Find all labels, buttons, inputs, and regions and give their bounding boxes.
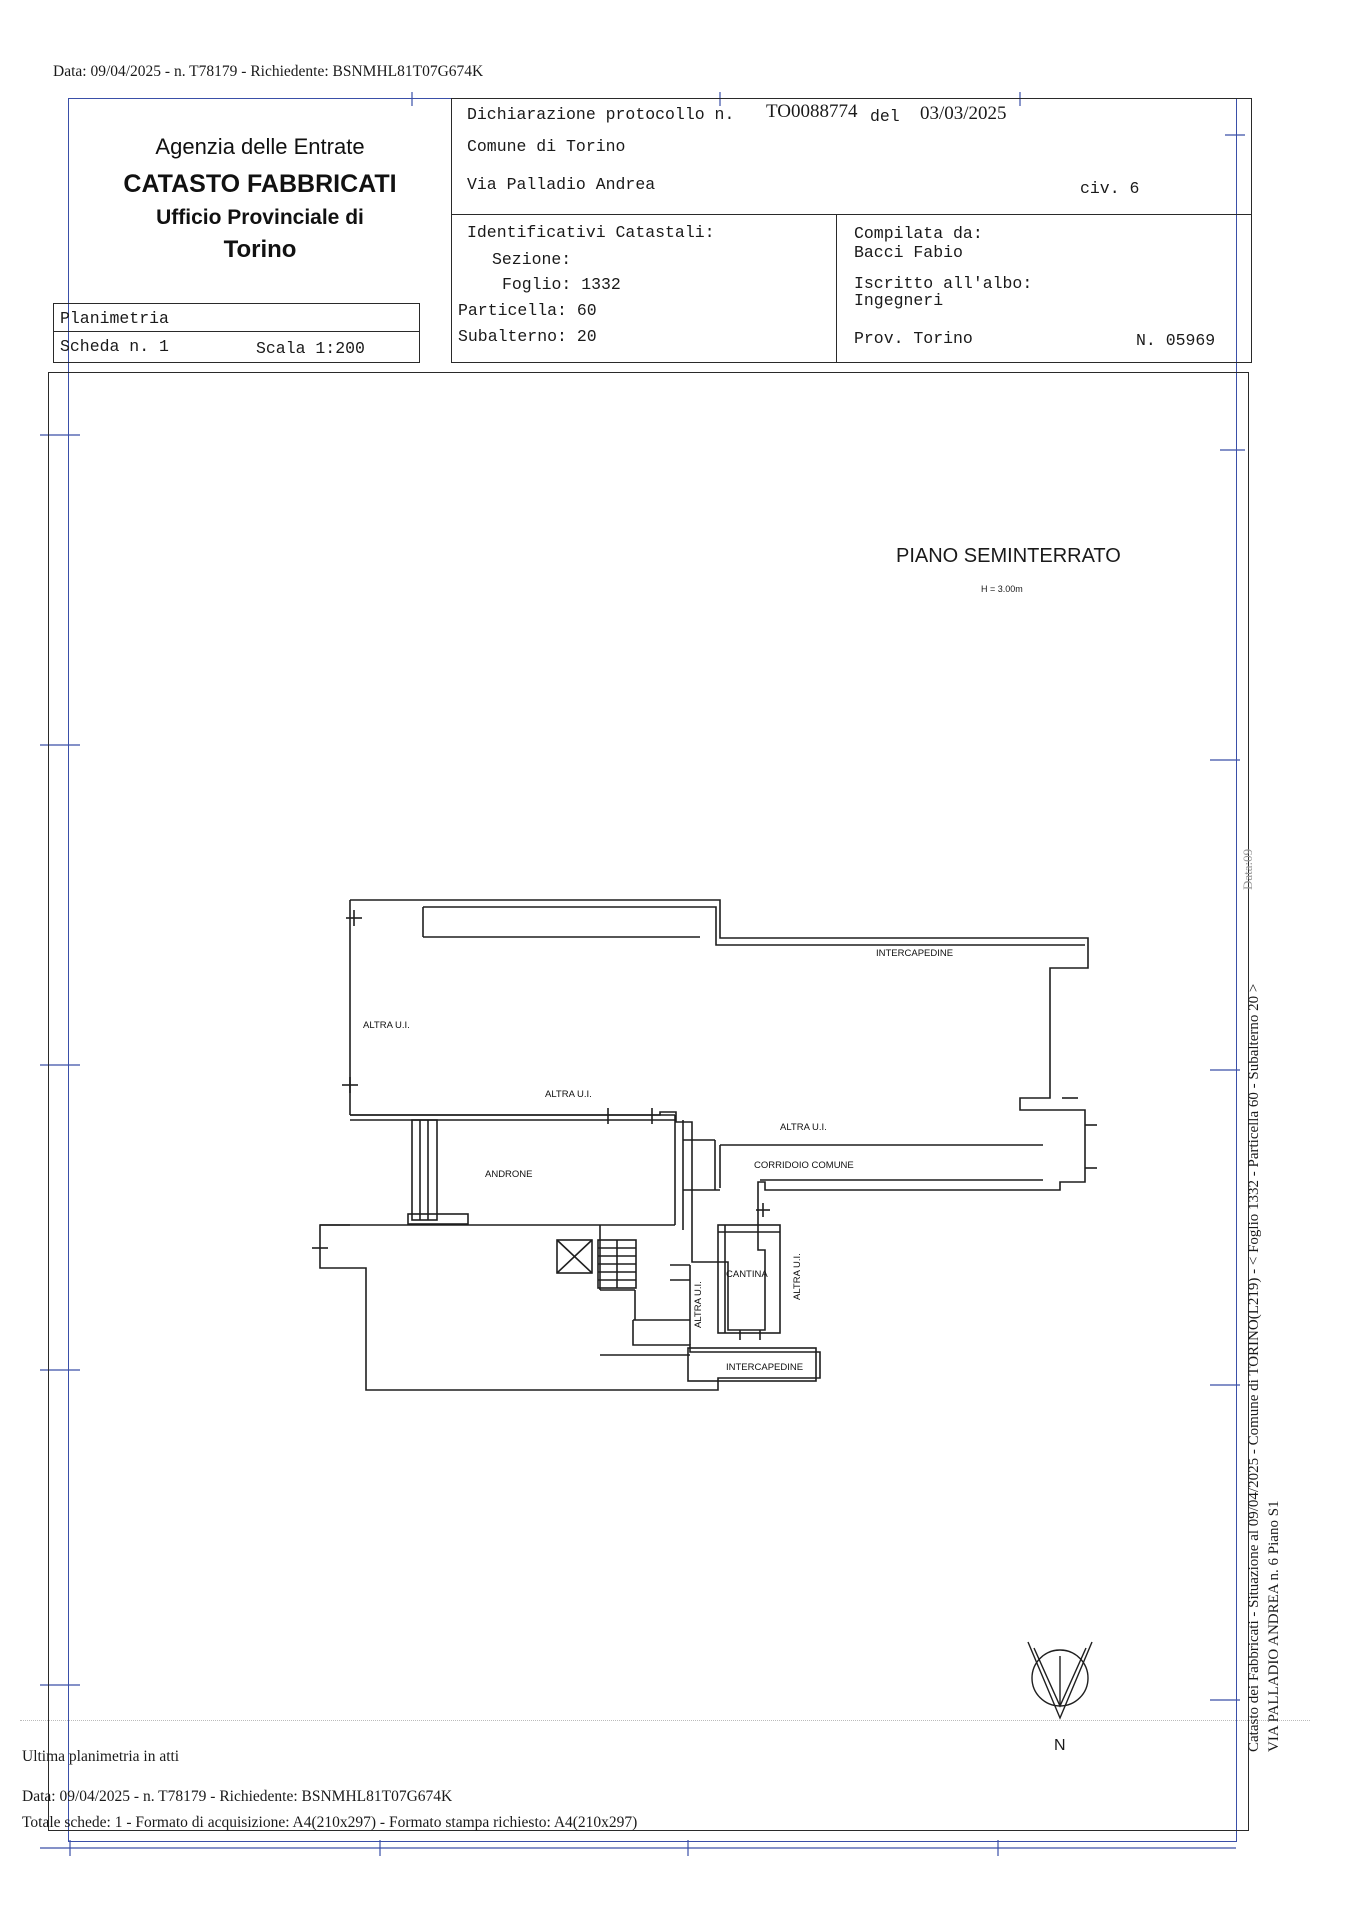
scheda-number: Scheda n. 1 [60, 337, 169, 356]
label-altra-ui-v1: ALTRA U.I. [693, 1281, 704, 1328]
protocol-label: Dichiarazione protocollo n. [467, 105, 735, 124]
protocol-del: del [870, 107, 900, 126]
prov: Prov. Torino [854, 329, 973, 348]
label-altra-ui-left: ALTRA U.I. [363, 1020, 410, 1031]
identificativi-title: Identificativi Catastali: [467, 223, 715, 242]
label-corridoio: CORRIDOIO COMUNE [754, 1160, 854, 1171]
north-arrow-icon [1020, 1636, 1100, 1736]
top-stamp: Data: 09/04/2025 - n. T78179 - Richiedente: BSNMHL81T07G674K [53, 63, 484, 80]
particella: Particella: 60 [458, 301, 597, 320]
floor-title: PIANO SEMINTERRATO [896, 545, 1121, 567]
comune: Comune di Torino [467, 137, 626, 156]
protocol-number: TO0088774 [766, 101, 858, 122]
footer-ultima: Ultima planimetria in atti [22, 1748, 180, 1765]
civic-number: civ. 6 [1080, 179, 1140, 198]
subalterno: Subalterno: 20 [458, 327, 597, 346]
registration-number: N. 05969 [1136, 331, 1216, 350]
footer-data-line: Data: 09/04/2025 - n. T78179 - Richiedente: BSNMHL81T07G674K [22, 1788, 453, 1805]
protocol-date: 03/03/2025 [920, 103, 1007, 124]
label-altra-ui-mid: ALTRA U.I. [545, 1089, 592, 1100]
albo-label: Iscritto all'albo: [854, 274, 1033, 293]
label-altra-ui-v2: ALTRA U.I. [792, 1253, 803, 1300]
side-address-line: VIA PALLADIO ANDREA n. 6 Piano S1 [1266, 1500, 1282, 1752]
footer-schede-line: Totale schede: 1 - Formato di acquisizione: A4(210x297) - Formato stampa richiesto: A4(210x297) [22, 1814, 638, 1831]
albo-value: Ingegneri [854, 291, 944, 310]
label-androne: ANDRONE [485, 1169, 533, 1180]
address: Via Palladio Andrea [467, 175, 656, 194]
floor-height: H = 3.00m [981, 584, 1023, 594]
north-label: N [1054, 1737, 1066, 1754]
faded-date: Data:09 [1240, 848, 1255, 890]
label-cantina: CANTINA [726, 1269, 768, 1280]
catasto-title: CATASTO FABBRICATI [123, 170, 397, 198]
side-situation-line: Catasto dei Fabbricati - Situazione al 09/04/2025 - Comune di TORINO(L219) - < Foglio 1332 - Particella 60 - Subalterno 20 > [1246, 983, 1262, 1752]
sezione: Sezione: [492, 250, 572, 269]
agency-name: Agenzia delle Entrate [155, 134, 365, 159]
compilata-title: Compilata da: [854, 224, 983, 243]
scala: Scala 1:200 [256, 339, 365, 358]
label-intercapedine-top: INTERCAPEDINE [876, 948, 954, 959]
planimetria-title: Planimetria [60, 309, 169, 328]
label-intercapedine-bottom: INTERCAPEDINE [726, 1362, 804, 1373]
compilata-name: Bacci Fabio [854, 243, 963, 262]
ufficio-label: Ufficio Provinciale di [156, 206, 364, 229]
foglio: Foglio: 1332 [502, 275, 621, 294]
label-altra-ui-right: ALTRA U.I. [780, 1122, 827, 1133]
ufficio-city: Torino [223, 236, 297, 263]
